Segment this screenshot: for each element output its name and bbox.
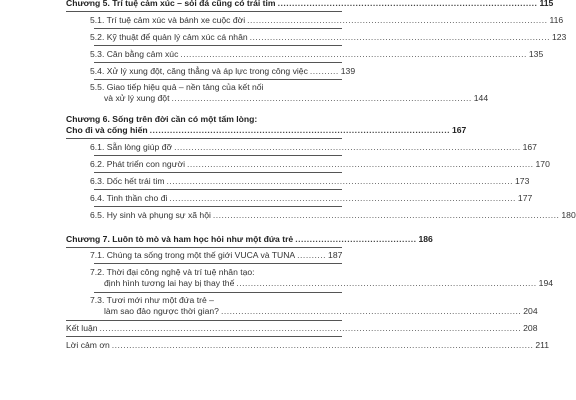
toc-item-5-5[interactable] <box>90 82 489 104</box>
item-label: 5.3. Cân bằng cảm xúc <box>90 49 179 59</box>
divider <box>94 62 342 63</box>
toc-item-5-2[interactable] <box>90 32 567 43</box>
page-number: 194 <box>538 278 554 288</box>
item-label: 6.4. Tinh thần cho đi <box>90 193 168 203</box>
divider <box>94 206 342 207</box>
divider <box>94 45 342 46</box>
toc-item-5-3[interactable] <box>90 49 544 60</box>
page-number: 139 <box>340 66 356 76</box>
item-label: 6.3. Dốc hết trái tim <box>90 176 165 186</box>
page-number: 173 <box>515 176 530 186</box>
page-number: 177 <box>517 193 533 203</box>
chapter-title: Chương 5. Trí tuệ cảm xúc – sỏi đá cũng có trái tim <box>66 0 276 8</box>
leader-dots: .......... <box>309 66 339 76</box>
chapter-title-line1: Chương 6. Sống trên đời cần có một tấm lòng: <box>66 114 258 124</box>
leader-dots: ........................................................................................................ <box>220 306 522 316</box>
divider <box>66 11 342 12</box>
page-number: 144 <box>473 93 489 103</box>
page-number: 167 <box>451 125 467 135</box>
item-label: 6.2. Phát triển con người <box>90 159 185 169</box>
toc-item-6-3[interactable] <box>90 176 530 187</box>
page-number: 186 <box>418 234 433 244</box>
divider <box>66 247 342 248</box>
leader-dots: .................................................................................................................................................. <box>111 340 534 350</box>
leader-dots: ........................................................................................................................ <box>174 142 521 152</box>
toc-item-5-4[interactable] <box>90 66 356 77</box>
leader-dots: ........................................................................................................................ <box>212 210 560 220</box>
divider <box>66 138 342 139</box>
divider <box>94 155 342 156</box>
leader-dots: ........................................................................................................ <box>247 15 548 25</box>
item-second-line <box>90 93 489 104</box>
divider <box>66 320 342 321</box>
divider <box>94 292 342 293</box>
leader-dots: .......................................................................................... <box>277 0 538 8</box>
divider <box>66 336 342 337</box>
page-number: 167 <box>522 142 537 152</box>
toc-item-7-3[interactable] <box>90 295 538 317</box>
leader-dots: .......... <box>297 250 327 260</box>
page-number: 170 <box>535 159 550 169</box>
leader-dots: ........................................................................................................................ <box>169 193 516 203</box>
item-label-line1: 5.5. Giao tiếp hiệu quả – nền tảng của kết nối <box>90 82 264 92</box>
leader-dots: ........................................................................................................................ <box>187 159 534 169</box>
item-label-line2: làm sao đảo ngược thời gian? <box>104 306 219 316</box>
page-number: 116 <box>549 15 564 25</box>
item-label: Kết luận <box>66 323 98 333</box>
leader-dots: ........................................................................................................ <box>249 32 550 42</box>
toc-chapter-6[interactable] <box>66 114 467 136</box>
item-label-line1: 7.3. Tươi mới như một đứa trẻ – <box>90 295 214 305</box>
page-number: 211 <box>535 340 550 350</box>
page-number: 135 <box>528 49 544 59</box>
item-label: 6.5. Hy sinh và phụng sự xã hội <box>90 210 211 220</box>
divider <box>94 172 342 173</box>
toc-item-6-2[interactable] <box>90 159 550 170</box>
chapter-title-line2: Cho đi và cống hiến <box>66 125 148 135</box>
item-label-line1: 7.2. Thời đại công nghệ và trí tuệ nhân tạo: <box>90 267 255 277</box>
item-label: 5.2. Kỹ thuật để quản lý cảm xúc cá nhân <box>90 32 248 42</box>
item-second-line <box>90 278 554 289</box>
item-label-line2: và xử lý xung đột <box>104 93 170 103</box>
leader-dots: ........................................................................................................ <box>149 125 450 135</box>
divider <box>94 79 342 80</box>
item-label: 7.1. Chúng ta sống trong một thế giới VUCA và TUNA <box>90 250 296 260</box>
leader-dots: ........................................................................................................................ <box>166 176 514 186</box>
page-number: 187 <box>328 250 343 260</box>
leader-dots: ........................................................................................................................ <box>180 49 527 59</box>
toc-item-6-1[interactable] <box>90 142 537 153</box>
page-number: 115 <box>539 0 554 8</box>
toc-item-6-4[interactable] <box>90 193 533 204</box>
leader-dots: .................................................................................................................................................. <box>99 323 522 333</box>
toc-chapter-5[interactable] <box>66 0 554 9</box>
toc-item-7-1[interactable] <box>90 250 342 261</box>
page-number: 204 <box>523 306 538 316</box>
toc-conclusion[interactable] <box>66 323 538 334</box>
leader-dots: ........................................................................................................ <box>171 93 472 103</box>
item-second-line <box>90 306 538 317</box>
divider <box>94 189 342 190</box>
page-number: 123 <box>551 32 567 42</box>
toc-item-7-2[interactable] <box>90 267 554 289</box>
divider <box>94 28 342 29</box>
toc-item-5-1[interactable] <box>90 15 564 26</box>
item-label: 6.1. Sẵn lòng giúp đỡ <box>90 142 173 152</box>
page-number: 180 <box>561 210 576 220</box>
chapter-second-line <box>66 125 467 136</box>
leader-dots: ........................................................................................................ <box>236 278 537 288</box>
toc-thanks[interactable] <box>66 340 550 351</box>
item-label: 5.4. Xử lý xung đột, căng thẳng và áp lực trong công việc <box>90 66 308 76</box>
chapter-title: Chương 7. Luôn tò mò và ham học hỏi như một đứa trẻ <box>66 234 294 244</box>
leader-dots: .......................................... <box>295 234 417 244</box>
page-number: 208 <box>523 323 538 333</box>
item-label: Lời cảm ơn <box>66 340 110 350</box>
item-label: 5.1. Trí tuệ cảm xúc và bánh xe cuộc đời <box>90 15 246 25</box>
item-label-line2: định hình tương lai hay bị thay thế <box>104 278 235 288</box>
toc-item-6-5[interactable] <box>90 210 576 221</box>
toc-chapter-7[interactable] <box>66 234 433 245</box>
divider <box>94 263 342 264</box>
